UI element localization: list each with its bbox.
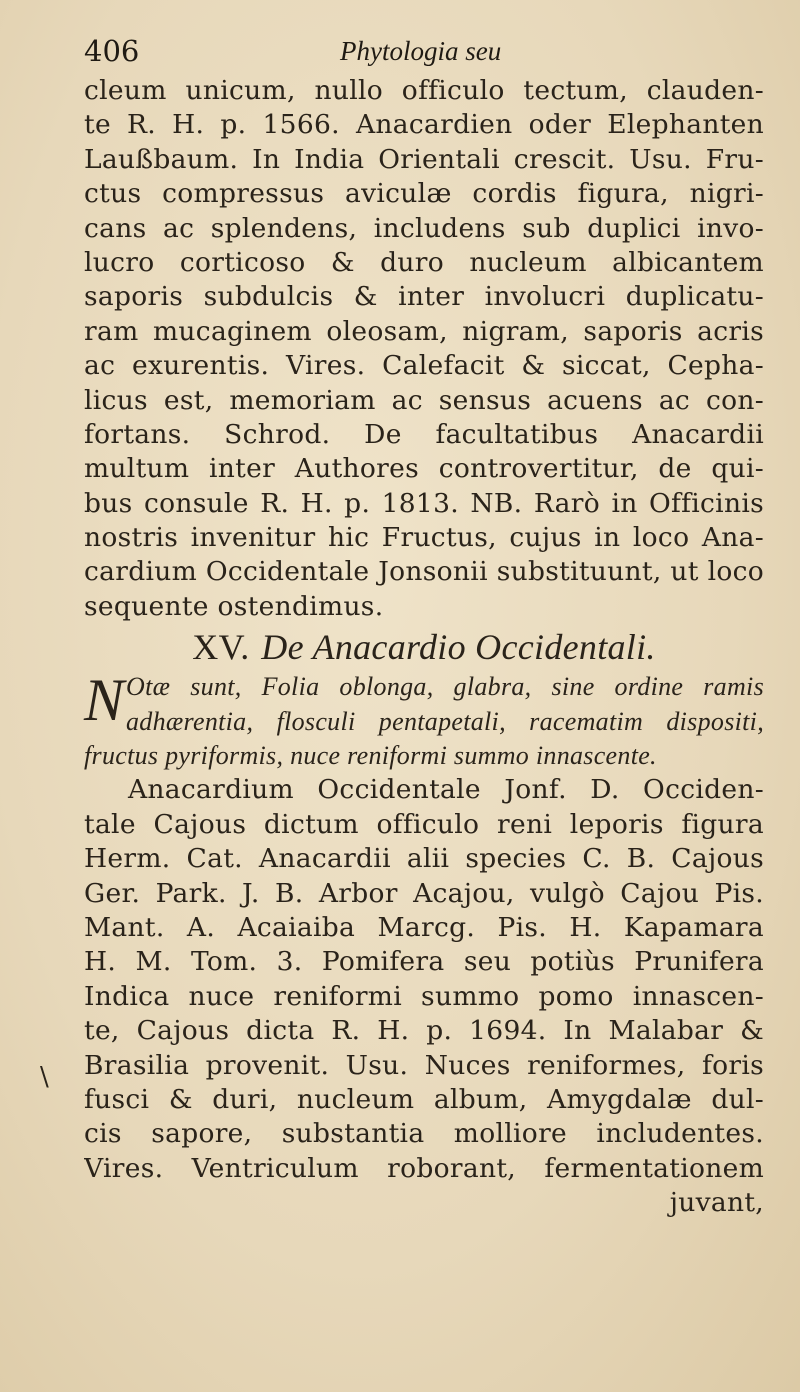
page-header xyxy=(84,34,754,74)
text-line: fusci & duri, nucleum album, Amygdalæ dul- xyxy=(84,1083,764,1115)
text-line: cis sapore, substantia molliore includentes. xyxy=(84,1118,764,1150)
text-line: te R. H. p. 1566. Anacardien oder Elephanten xyxy=(84,109,764,141)
text-line: Anacardium Occidentale Jonf. D. Occiden- xyxy=(128,774,764,806)
text-line: Otæ sunt, Folia oblonga, glabra, sine ordine ramis xyxy=(126,672,764,702)
text-line: adhærentia, flosculi pentapetali, racematim dispositi, xyxy=(126,706,764,736)
running-head: Phytologia seu xyxy=(340,36,502,66)
text-line: ram mucaginem oleosam, nigram, saporis acris xyxy=(84,315,764,347)
text-line: Laußbaum. In India Orientali crescit. Usu. Fru- xyxy=(84,143,764,175)
text-line: licus est, memoriam ac sensus acuens ac con- xyxy=(84,384,764,416)
margin-mark: \ xyxy=(40,1062,49,1092)
text-line: te, Cajous dicta R. H. p. 1694. In Malabar & xyxy=(84,1015,764,1047)
text-line: cardium Occidentale Jonsonii substituunt, ut loco xyxy=(84,556,764,588)
text-line: sequente ostendimus. xyxy=(84,590,384,622)
page-number: 406 xyxy=(84,34,140,68)
catchword: juvant, xyxy=(669,1187,764,1219)
paragraph-anacardium-occidentale xyxy=(84,773,764,1220)
text-line: Herm. Cat. Anacardii alii species C. B. Cajous xyxy=(84,843,764,875)
text-line: cans ac splendens, includens sub duplici invo- xyxy=(84,212,764,244)
text-line: Ger. Park. J. B. Arbor Acajou, vulgò Cajou Pis. xyxy=(84,877,764,909)
text-line: ctus compressus aviculæ cordis figura, nigri- xyxy=(84,178,764,210)
section-number: XV. xyxy=(192,627,250,668)
text-line: Vires. Ventriculum roborant, fermentationem xyxy=(84,1152,764,1184)
botanical-description xyxy=(84,667,764,773)
paragraph-anacardium-orientale xyxy=(84,74,764,624)
text-line: lucro corticoso & duro nucleum albicantem xyxy=(84,246,764,278)
section-heading xyxy=(84,626,764,668)
text-line: Indica nuce reniformi summo pomo innascen- xyxy=(84,980,764,1012)
text-line: multum inter Authores controvertitur, de qui- xyxy=(84,453,764,485)
text-line: ac exurentis. Vires. Calefacit & siccat, Cepha- xyxy=(84,350,764,382)
text-line: Mant. A. Acaiaiba Marcg. Pis. H. Kapamara xyxy=(84,911,764,943)
text-line: cleum unicum, nullo officulo tectum, clauden- xyxy=(84,75,764,106)
section-title: De Anacardio Occidentali. xyxy=(261,627,656,668)
text-line: H. M. Tom. 3. Pomifera seu potiùs Prunifera xyxy=(84,946,764,978)
text-line: bus consule R. H. p. 1813. NB. Rarò in Officinis xyxy=(84,487,764,519)
text-line: tale Cajous dictum officulo reni leporis figura xyxy=(84,808,764,840)
body-text xyxy=(84,74,764,1221)
text-line: nostris invenitur hic Fructus, cujus in loco Ana- xyxy=(84,522,764,554)
text-line: fortans. Schrod. De facultatibus Anacardii xyxy=(84,418,764,450)
text-line: Brasilia provenit. Usu. Nuces reniformes, foris xyxy=(84,1049,764,1081)
drop-cap: N xyxy=(84,667,125,734)
text-line: fructus pyriformis, nuce reniformi summo innascente. xyxy=(84,741,657,771)
text-line: saporis subdulcis & inter involucri duplicatu- xyxy=(84,281,764,313)
